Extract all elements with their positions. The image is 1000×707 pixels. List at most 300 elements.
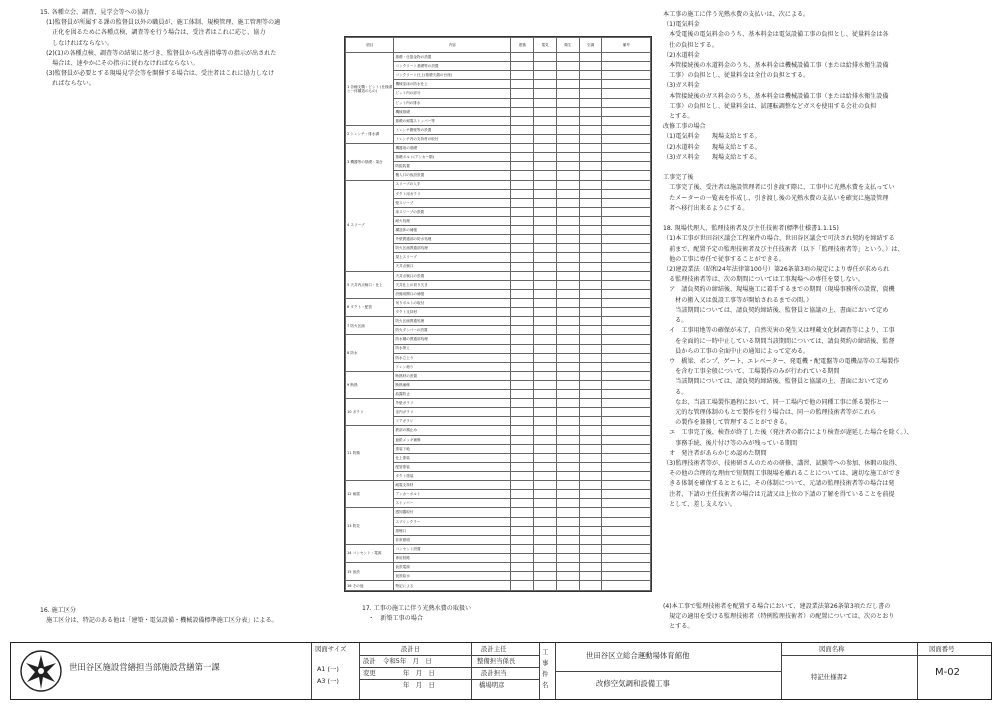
- check-cell: [534, 453, 557, 462]
- check-cell: [579, 153, 602, 162]
- check-cell: [602, 362, 651, 371]
- project-name-1: 世田谷区立総合運動場体育館他: [586, 651, 690, 660]
- check-cell: [511, 125, 534, 134]
- content-cell: 非常照明: [394, 535, 511, 544]
- table-row: [346, 180, 651, 189]
- check-cell: [579, 535, 602, 544]
- check-cell: [534, 62, 557, 71]
- check-cell: [556, 472, 579, 481]
- check-cell: [511, 162, 534, 171]
- check-cell: [579, 271, 602, 280]
- check-cell: [579, 526, 602, 535]
- check-cell: [579, 380, 602, 389]
- check-cell: [556, 198, 579, 207]
- check-cell: [579, 98, 602, 107]
- note-line: （1)電気料金 現場支給とする。: [663, 133, 761, 141]
- check-cell: [534, 581, 557, 591]
- check-cell: [534, 481, 557, 490]
- check-cell: [556, 107, 579, 116]
- content-cell: 防水立上り: [394, 353, 511, 362]
- check-cell: [534, 390, 557, 399]
- check-cell: [579, 107, 602, 116]
- content-cell: 基礎の耐震ストッパー等: [394, 116, 511, 125]
- table-row: [346, 399, 651, 408]
- check-cell: [556, 371, 579, 380]
- content-cell: ピット内の部分: [394, 89, 511, 98]
- check-cell: [602, 244, 651, 253]
- note-line: 元的な管理体制のもとで製作を行う場合は、同一の監理技術者等がこれら: [663, 408, 877, 416]
- check-cell: [579, 89, 602, 98]
- check-cell: [556, 453, 579, 462]
- col-header-elec: 電気: [534, 38, 557, 53]
- category-cell: 1 各種支機・ピット (仕様書と一体構造のもの): [346, 53, 394, 126]
- drawing-no-label: 図面番号: [929, 645, 955, 653]
- check-cell: [602, 62, 651, 71]
- table-row: [346, 481, 651, 490]
- check-cell: [602, 472, 651, 481]
- check-cell: [534, 253, 557, 262]
- check-cell: [534, 362, 557, 371]
- check-cell: [579, 390, 602, 399]
- category-cell: 13 防災: [346, 508, 394, 544]
- drawing-name: 特記仕様書2: [811, 673, 848, 681]
- check-cell: [579, 371, 602, 380]
- category-cell: 11 防錆: [346, 426, 394, 481]
- check-cell: [511, 353, 534, 362]
- note-line: を含む工事全般について、工場製作のみが行われている期間: [663, 368, 840, 376]
- check-cell: [602, 344, 651, 353]
- check-cell: [511, 472, 534, 481]
- check-cell: [511, 563, 534, 572]
- check-cell: [579, 544, 602, 553]
- check-cell: [602, 116, 651, 125]
- check-cell: [579, 435, 602, 444]
- check-cell: [602, 207, 651, 216]
- project-label: 工事件名: [542, 648, 549, 689]
- content-cell: 防火区画貫通処理: [394, 317, 511, 326]
- check-cell: [534, 517, 557, 526]
- check-cell: [556, 544, 579, 553]
- content-cell: 断熱材の設置: [394, 371, 511, 380]
- content-cell: 構造体の補強: [394, 226, 511, 235]
- content-cell: 機械室床の防水仕上: [394, 80, 511, 89]
- check-cell: [579, 581, 602, 591]
- check-cell: [602, 71, 651, 80]
- check-cell: [579, 317, 602, 326]
- check-cell: [534, 235, 557, 244]
- note-line: の製作を兼務して管理することができる。: [663, 419, 791, 427]
- category-cell: 5 天井内点検口・仕上: [346, 271, 394, 298]
- content-cell: ドアガラリ: [394, 417, 511, 426]
- table-row: [346, 335, 651, 344]
- category-cell: 16 その他: [346, 581, 394, 591]
- check-cell: [511, 171, 534, 180]
- check-cell: [511, 98, 534, 107]
- check-cell: [556, 390, 579, 399]
- check-cell: [556, 517, 579, 526]
- check-cell: [511, 198, 534, 207]
- content-cell: 天井点検口の設置: [394, 271, 511, 280]
- note-line: 材の搬入又は仮設工事等が開始されるまでの間。）: [663, 296, 813, 304]
- check-cell: [602, 426, 651, 435]
- note-line: 場合は、速やかにその指示に従わなければならない。: [40, 60, 199, 68]
- check-cell: [602, 162, 651, 171]
- check-cell: [534, 472, 557, 481]
- check-cell: [602, 408, 651, 417]
- check-cell: [556, 262, 579, 271]
- note-line: 前まで、配置予定の監理技術者及び主任技術者（以下「監理技術者等」という。）は、: [663, 245, 904, 253]
- check-cell: [556, 216, 579, 225]
- check-cell: [556, 572, 579, 581]
- check-cell: [511, 80, 534, 89]
- content-cell: コンセント設置: [394, 544, 511, 553]
- note-line: 改修工事の場合: [663, 123, 706, 131]
- check-cell: [534, 153, 557, 162]
- check-cell: [511, 417, 534, 426]
- category-cell: 3 機器等の基礎・架台: [346, 144, 394, 180]
- check-cell: [556, 380, 579, 389]
- check-cell: [602, 499, 651, 508]
- check-cell: [556, 134, 579, 143]
- content-cell: ダクト塗装: [394, 472, 511, 481]
- content-cell: 吊りボルトの取付: [394, 298, 511, 307]
- check-cell: [511, 481, 534, 490]
- check-cell: [579, 80, 602, 89]
- check-cell: [602, 353, 651, 362]
- content-cell: スプリンクラー: [394, 517, 511, 526]
- check-cell: [534, 107, 557, 116]
- check-cell: [534, 572, 557, 581]
- drawing-number: M-02: [935, 667, 960, 678]
- note-line: しなければならない。: [40, 39, 114, 47]
- content-cell: 仕上塗装: [394, 453, 511, 462]
- check-cell: [511, 380, 534, 389]
- check-cell: [556, 535, 579, 544]
- check-cell: [534, 53, 557, 62]
- check-cell: [602, 417, 651, 426]
- check-cell: [511, 499, 534, 508]
- check-cell: [556, 180, 579, 189]
- content-cell: 防水層の貫通部処理: [394, 335, 511, 344]
- check-cell: [579, 335, 602, 344]
- content-cell: 結露防止: [394, 390, 511, 399]
- check-cell: [602, 517, 651, 526]
- note-line: （3)監理技術者等が、技術研さんのための研修、講習、試験等への参加、休暇の取得、: [663, 459, 901, 467]
- table-row: [346, 317, 651, 326]
- note-line: る。: [663, 317, 688, 325]
- category-cell: 10 ガラリ: [346, 399, 394, 426]
- table-row: [346, 426, 651, 435]
- check-cell: [556, 526, 579, 535]
- check-cell: [556, 53, 579, 62]
- check-cell: [556, 408, 579, 417]
- content-cell: アンカーボルト: [394, 490, 511, 499]
- check-cell: [579, 517, 602, 526]
- note-line: 注者、下請の主任技術者の場合は元請又は上位の下請の了解を得ていることを前提: [663, 490, 895, 498]
- col-header-mech-sanitary: 衛生: [556, 38, 579, 53]
- col-header-content: 内容: [394, 38, 511, 53]
- note-line: たメーターの一覧表を作成し、引き渡し後の光熱水費の支払いを確実に施設管理: [663, 194, 889, 202]
- table-row: [346, 271, 651, 280]
- check-cell: [602, 53, 651, 62]
- check-cell: [556, 244, 579, 253]
- check-cell: [602, 289, 651, 298]
- check-cell: [511, 53, 534, 62]
- note-line: とする。: [663, 623, 694, 631]
- check-cell: [511, 107, 534, 116]
- content-cell: 特記による: [394, 581, 511, 591]
- check-cell: [511, 62, 534, 71]
- note-line: (1)監督員が所属する課の監督員以外の職員が、施工体制、規模管理、施工管理等の適: [40, 19, 281, 27]
- check-cell: [602, 262, 651, 271]
- check-cell: [579, 125, 602, 134]
- content-cell: 室内ガラリ: [394, 408, 511, 417]
- check-cell: [602, 298, 651, 307]
- check-cell: [556, 98, 579, 107]
- check-cell: [534, 189, 557, 198]
- check-cell: [602, 435, 651, 444]
- category-cell: 15 仮設: [346, 563, 394, 581]
- check-cell: [602, 371, 651, 380]
- content-cell: 外壁ガラリ: [394, 399, 511, 408]
- content-cell: 仮設給水: [394, 572, 511, 581]
- note-line: (2)(1)の各種点検、調査等の結果に基づき、監督員から改善指導等の指示が出された: [40, 49, 277, 57]
- check-cell: [602, 180, 651, 189]
- check-cell: [534, 499, 557, 508]
- check-cell: [602, 125, 651, 134]
- category-cell: 2 トレンチ・排水溝: [346, 125, 394, 143]
- check-cell: [511, 508, 534, 517]
- check-cell: [602, 317, 651, 326]
- note-line: 18. 現場代理人、監理技術者及び主任技術者(標準仕様書1.1.15): [663, 225, 839, 233]
- check-cell: [556, 144, 579, 153]
- content-cell: 防火区画貫通部処理: [394, 244, 511, 253]
- check-cell: [602, 271, 651, 280]
- note-line: 本受電後の電気料金のうち、基本料金は電気設備工事の負担とし、従量料金は各: [663, 31, 889, 39]
- setagaya-emblem-icon: [19, 649, 63, 693]
- check-cell: [602, 134, 651, 143]
- content-cell: 機械基礎: [394, 107, 511, 116]
- check-cell: [602, 216, 651, 225]
- check-cell: [579, 508, 602, 517]
- note-line: 仕の負担とする。: [663, 41, 718, 49]
- check-cell: [602, 171, 651, 180]
- check-cell: [511, 71, 534, 80]
- check-cell: [579, 344, 602, 353]
- check-cell: [534, 180, 557, 189]
- check-cell: [511, 116, 534, 125]
- check-cell: [534, 298, 557, 307]
- check-cell: [511, 344, 534, 353]
- check-cell: [556, 581, 579, 591]
- content-cell: 排煙口: [394, 526, 511, 535]
- check-cell: [556, 508, 579, 517]
- check-cell: [602, 526, 651, 535]
- check-cell: [556, 362, 579, 371]
- check-cell: [511, 362, 534, 371]
- check-cell: [534, 444, 557, 453]
- table-row: [346, 544, 651, 553]
- content-cell: トレンチ側壁等の設置: [394, 125, 511, 134]
- note-line: として、差し支えない。: [663, 500, 737, 508]
- check-cell: [534, 563, 557, 572]
- note-line: オ 発注者があらかじめ認めた期間: [663, 449, 767, 457]
- check-cell: [556, 280, 579, 289]
- note-line: る。: [663, 388, 688, 396]
- supervisor-label: 設計主任: [481, 645, 507, 653]
- check-cell: [602, 308, 651, 317]
- check-cell: [534, 435, 557, 444]
- check-cell: [602, 226, 651, 235]
- note-line: 当該期間については、請負契約締結後、監督員と協議の上、書面において定め: [663, 306, 889, 314]
- content-cell: スリーブの入手: [394, 180, 511, 189]
- table-row: [346, 371, 651, 380]
- designed-label: 設計日: [401, 645, 421, 653]
- check-cell: [602, 335, 651, 344]
- check-cell: [579, 417, 602, 426]
- content-cell: 天井点検口: [394, 262, 511, 271]
- check-cell: [602, 572, 651, 581]
- check-cell: [602, 444, 651, 453]
- check-cell: [511, 153, 534, 162]
- check-cell: [579, 490, 602, 499]
- check-cell: [534, 244, 557, 253]
- check-cell: [579, 180, 602, 189]
- check-cell: [534, 216, 557, 225]
- check-cell: [579, 226, 602, 235]
- check-cell: [511, 180, 534, 189]
- note-line: （3)ガス料金 現場支給とする。: [663, 153, 761, 161]
- check-cell: [534, 508, 557, 517]
- mid-notes-bottom: [362, 604, 652, 624]
- check-cell: [556, 189, 579, 198]
- check-cell: [534, 162, 557, 171]
- table-row: [346, 581, 651, 591]
- content-cell: ピット内の排水: [394, 98, 511, 107]
- check-cell: [602, 280, 651, 289]
- check-cell: [602, 380, 651, 389]
- col-header-mech-hvac: 空調: [579, 38, 602, 53]
- check-cell: [534, 89, 557, 98]
- content-cell: 基礎・仕掛金物の設置: [394, 53, 511, 62]
- check-cell: [511, 526, 534, 535]
- check-cell: [579, 563, 602, 572]
- check-cell: [579, 262, 602, 271]
- col-header-remarks: 備考: [602, 38, 651, 53]
- content-cell: 機器用の基礎: [394, 144, 511, 153]
- check-cell: [579, 171, 602, 180]
- check-cell: [556, 125, 579, 134]
- content-cell: ドレン廻り: [394, 362, 511, 371]
- check-cell: [511, 517, 534, 526]
- check-cell: [534, 280, 557, 289]
- check-cell: [534, 408, 557, 417]
- check-cell: [579, 71, 602, 80]
- check-cell: [602, 235, 651, 244]
- check-cell: [602, 80, 651, 89]
- note-line: 事務手続、後片付け等のみが残っている期間: [663, 439, 798, 447]
- check-cell: [602, 453, 651, 462]
- construction-division-table: [344, 36, 652, 592]
- check-cell: [534, 271, 557, 280]
- table-row: [346, 298, 651, 307]
- content-cell: 断熱補修: [394, 380, 511, 389]
- check-cell: [556, 444, 579, 453]
- check-cell: [534, 226, 557, 235]
- check-cell: [534, 116, 557, 125]
- note-line: 規定の適用を受ける監理技術者（特例監理技術者）の配置については、次のとおり: [663, 613, 895, 621]
- note-line: （1)電気料金: [663, 21, 700, 29]
- check-cell: [579, 462, 602, 471]
- check-cell: [511, 244, 534, 253]
- check-cell: [511, 271, 534, 280]
- check-cell: [534, 544, 557, 553]
- check-cell: [511, 435, 534, 444]
- check-cell: [511, 444, 534, 453]
- check-cell: [511, 235, 534, 244]
- note-line: 他の工事に専任で従事することができる。: [663, 255, 785, 263]
- check-cell: [534, 417, 557, 426]
- check-cell: [602, 581, 651, 591]
- size-label: 図面サイズ: [315, 645, 347, 653]
- check-cell: [556, 335, 579, 344]
- check-cell: [579, 353, 602, 362]
- content-cell: 防水押え: [394, 344, 511, 353]
- check-cell: [602, 535, 651, 544]
- col-header-item: 項目: [346, 38, 394, 53]
- table-row: [346, 144, 651, 153]
- check-cell: [556, 353, 579, 362]
- check-cell: [534, 262, 557, 271]
- check-cell: [534, 535, 557, 544]
- check-cell: [511, 144, 534, 153]
- size-a1: A1 (一): [317, 665, 339, 673]
- check-cell: [556, 153, 579, 162]
- note-line: （1)本工事が世田谷区議会工程案件の場合、世田谷区議会で可決され契約を締結する: [663, 235, 895, 243]
- note-line: 員からの工事の全面中止の通知によって定める。: [663, 347, 810, 355]
- check-cell: [556, 344, 579, 353]
- check-cell: [511, 335, 534, 344]
- category-cell: 9 断熱: [346, 371, 394, 398]
- check-cell: [511, 207, 534, 216]
- check-cell: [579, 253, 602, 262]
- left-notes-bottom: [40, 606, 340, 626]
- check-cell: [579, 572, 602, 581]
- note-line: 当該期間については、請負契約締結後、監督員と協議の上、書面において定め: [663, 378, 889, 386]
- size-a3: A3 (一): [317, 677, 339, 685]
- check-cell: [579, 116, 602, 125]
- note-line: [663, 214, 961, 224]
- note-line: きる体制を確保するとともに、その体制について、元請の監理技術者等の場合は発: [663, 480, 895, 488]
- check-cell: [556, 317, 579, 326]
- table-header-row: [346, 38, 651, 53]
- category-cell: 6 ダクト・配管: [346, 298, 394, 316]
- table-row: [346, 508, 651, 517]
- content-cell: トレンチ内の支持材の取付: [394, 134, 511, 143]
- check-cell: [511, 399, 534, 408]
- content-cell: 耐震支持材: [394, 481, 511, 490]
- note-line: 正化を図るために各種点検、調査等を行う場合は、受注者はこれに応じ、協力: [40, 29, 266, 37]
- date-2: 年 月 日: [403, 669, 435, 677]
- check-cell: [579, 472, 602, 481]
- note-line: （2)水道料金 現場支給とする。: [663, 143, 761, 151]
- check-cell: [534, 326, 557, 335]
- check-cell: [579, 216, 602, 225]
- check-cell: [556, 171, 579, 180]
- check-cell: [579, 280, 602, 289]
- content-cell: 耐火処理: [394, 216, 511, 225]
- content-cell: 床スリーブの設置: [394, 207, 511, 216]
